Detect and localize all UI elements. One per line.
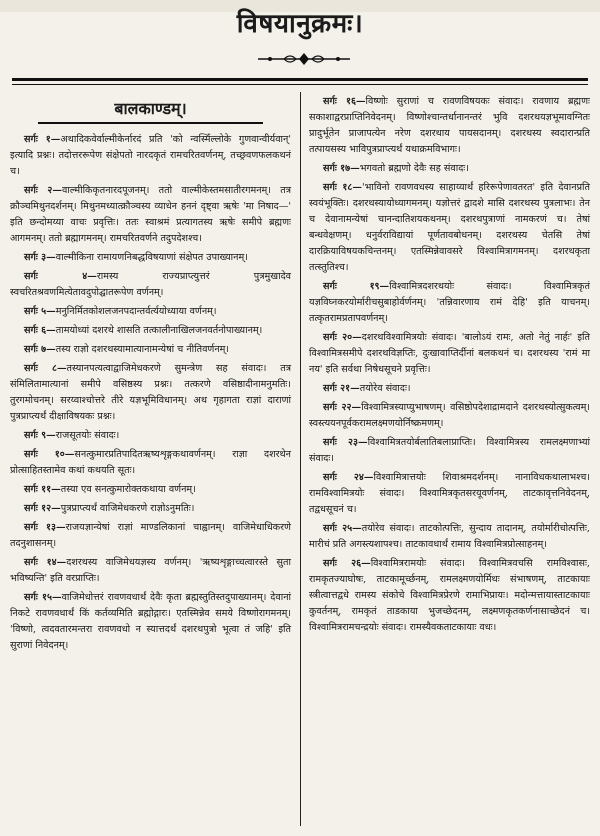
sarga-entry: [10, 183, 291, 247]
sarga-text: विश्वामित्रतयोर्बलातिबलाप्राप्तिः। विश्वामित्रस्य रामलक्ष्मणाभ्यां संवादः।: [309, 437, 590, 464]
sarga-label: सर्गः १४—: [24, 557, 67, 568]
sarga-entry: [309, 556, 590, 636]
sarga-text: अथादिकवेर्वाल्मीकेर्नारदं प्रति 'को न्वस्मिँल्लोके गुणवान्वीर्यवान्' इत्यादि प्रश्नः। तदोत्तररूपेण संक्षेपतो नारदकृतं रामचरितवर्णनम्, तच्छ्रवणफलकथनं च।: [10, 134, 292, 177]
sarga-label: सर्गः २४—: [323, 472, 374, 483]
sarga-entry: [10, 520, 291, 552]
sarga-text: रामस्य राज्यप्राप्त्युत्तरं पुत्रमुखादेव स्वचरितश्रवणमित्येतावदुपोद्घातरूपेण वर्णनम्।: [10, 271, 292, 298]
section-heading: बालकाण्डम्।: [38, 98, 263, 124]
sarga-entry: [10, 323, 291, 339]
sarga-entry: [309, 279, 590, 327]
sarga-entry: [309, 180, 590, 276]
sarga-label: सर्गः २६—: [323, 558, 371, 569]
sarga-label: सर्गः १८—: [323, 182, 362, 193]
sarga-label: सर्गः १३—: [24, 522, 66, 533]
sarga-label: सर्गः ३—: [24, 252, 56, 263]
sarga-label: सर्गः १—: [24, 134, 61, 145]
sarga-entry: [10, 342, 291, 358]
right-entry-list: [309, 94, 590, 636]
sarga-label: सर्गः ११—: [24, 484, 61, 495]
sarga-entry: [10, 501, 291, 517]
sarga-text: तस्य राज्ञो दशरथस्यामात्यानामन्येषां च नीतिवर्णनम्।: [55, 344, 230, 355]
sarga-text: विश्वामित्रस्याप्युभाषणम्। वसिष्ठोपदेशाद्रामदाने दशरथस्योत्सुकत्वम्। स्वस्त्ययनपूर्वकरामलक्ष्मणयोर्निष्क्रमणम्।: [309, 402, 590, 429]
sarga-text: दशरथस्य वाजिमेधयज्ञस्य वर्णनम्। 'ऋष्यशृङ्गाच्चत्वारस्ते सुता भविष्यन्ति' इति वरप्राप्तिः।: [10, 557, 291, 584]
sarga-text: मनुनिर्मितकोशलजनपदान्तर्वर्त्ययोध्याया वर्णनम्।: [55, 306, 217, 317]
sarga-text: वाल्मीकिना रामायणनिबद्धविषयाणां संक्षेपत उपाख्यानम्।: [55, 252, 248, 263]
sarga-entry: [10, 555, 291, 587]
sarga-text: तयोरेव संवादः।: [359, 383, 411, 394]
sarga-label: सर्गः २०—: [323, 332, 362, 343]
sarga-text: विश्वामित्रदशरथयोः संवादः। विश्वामित्रकृतं यज्ञविघ्नकरयोर्मारीचसुबाहोर्वर्णनम्। 'तन्निवारणाय रामं देहि' इति याचनम्। तत्कृतरामप्रतापवर्णनम्।: [309, 281, 590, 324]
sarga-text: तस्यानपत्यत्वाद्वाजिमेधकरणे सुमन्त्रेण सह संवादः। तत्र संमिलितामात्यानां समीपे वसिष्ठस्य प्रश्नः। तत्करणे वसिष्ठादीनामनुमतिः। तुरगमोचनम्। सरय्वाश्चोत्तरे तीरे यज्ञभूमिविधानम्। अथ गृहागता राज्ञां दाराणां पुत्रप्राप्त्यर्थं दीक्षाविषयकः प्रश्नः।: [10, 363, 291, 422]
sarga-text: वाल्मीकिकृतनारदपूजनम्। ततो वाल्मीकेस्तमसातीरगमनम्। तत्र क्रौञ्चमिथुनदर्शनम्। मिथुनमध्यात्क्रौञ्चस्य व्याधेन हननं दृष्ट्वा ऋषेः 'मा निषाद—' इति छन्दोमय्या वाचः प्रवृत्तिः। ततः स्वाश्रमं प्रत्यागतस्य ऋषेः समीपे ब्रह्मणः आगमनम्। ततो ब्रह्मागमनम्। रामचरितवर्णने तदुपदेशश्च।: [10, 185, 291, 244]
sarga-text: 'भाविनो रावणवधस्य साहाय्यार्थं हरिरूपेणावतरत' इति देवानप्रति स्वयंभूक्तिः। दशरथस्यायोध्यागमनम्। यज्ञोत्तरं द्वादशे मासि दशरथस्य पुत्रलाभः। तेन च देवानामन्येषां चानन्दातिशयकथनम्। दशरथपुत्राणां नामकरणं च। तेषां बन्धवेक्षणम्। धनुर्वराविद्यायां पूर्णतावबोधनम्। दशरथस्य चेतसि तेषां दारक्रियाविषयकचिन्तनम्। एतस्मिन्नेवावसरे विश्वामित्रागमनम्। दशरथकृता तत्स्तुतिश्च।: [309, 182, 590, 273]
sarga-entry: [309, 94, 590, 158]
sarga-text: तयोरेव संवादः। ताटकोत्पत्तिः, सुन्दाय तादानम्, तयोर्मारीचोत्पत्तिः, मारीचं प्रति अगस्त्यशापश्च। ताटकावधार्थं रामाय विश्वामित्रप्रोत्साहनम्।: [309, 523, 590, 550]
sarga-entry: [10, 304, 291, 320]
sarga-entry: [309, 521, 590, 553]
sarga-text: राजयज्ञान्येषां राज्ञां माण्डलिकानां चाह्वानम्। वाजिमेधाधिकरणे तदनुशासनम्।: [10, 522, 291, 549]
sarga-text: दशरथविश्वामित्रयोः संवादः। 'बालोऽयं रामः, अतो नेतुं नार्हः' इति विश्वामित्रसमीपे दशरथविज्ञप्तिः, दुःखावाप्तिर्दीनां बलकथनं च। दशरथस्य 'रामं मा नय' इति सर्वथा निषेधसूचने प्रवृत्तिः।: [309, 332, 590, 375]
sarga-entry: [309, 161, 590, 177]
sarga-label: सर्गः १२—: [24, 503, 61, 514]
sarga-text: तामयोध्यां दशरथे शासति तत्कालीनाखिलजनवर्तनोपाख्यानम्।: [55, 325, 263, 336]
sarga-text: विष्णोः सुराणां च रावणविषयकः संवादः। रावणाय ब्रह्मणः सकाशाद्वरप्राप्तिनिवेदनम्। विष्णोश्चान्तर्धानानन्तरं भुवि दशरथयज्ञभूमावग्नितः प्रादुर्भूतेन प्राजापत्येन नरेण दशरथाय पायसदानम्। दशरथस्य स्वदारान्प्रति तत्पायसस्य भाविपुत्रप्राप्त्यर्थं यथाक्रमविभागः।: [309, 96, 590, 155]
sarga-entry: [309, 470, 590, 518]
sarga-text: तस्या एव सनत्कुमारोक्तकथाया वर्णनम्।: [60, 484, 196, 495]
sarga-label: सर्गः १५—: [24, 592, 62, 603]
sarga-entry: [10, 250, 291, 266]
sarga-text: विश्वामित्रात्तयोः शिवाश्रमदर्शनम्। नानाविधकथालाभश्च। रामविश्वामित्रयोः संवादः। विश्वामित्रकृतसरयूवर्णनम्, ताटकावृत्तनिवेदनम्, तद्वधसूचनं च।: [309, 472, 590, 515]
sarga-text: सनत्कुमारप्रतिपादितऋष्यशृङ्गकथावर्णनम्। राज्ञा दशरथेन प्रोत्साहितस्तामेव कथां कथयति सूतः।: [10, 449, 291, 476]
sarga-label: सर्गः २५—: [323, 523, 362, 534]
sarga-label: सर्गः २१—: [323, 383, 360, 394]
sarga-label: सर्गः १९—: [323, 281, 390, 292]
sarga-label: सर्गः २२—: [323, 402, 362, 413]
sarga-label: सर्गः ५—: [24, 306, 56, 317]
sarga-label: सर्गः ४—: [24, 271, 97, 282]
sarga-label: सर्गः १६—: [323, 96, 366, 107]
top-rule: [12, 78, 588, 81]
sarga-entry: [10, 132, 291, 180]
divider-ornament: [256, 52, 352, 66]
sarga-entry: [10, 361, 291, 425]
left-column: [10, 94, 291, 657]
sarga-text: पुत्रप्राप्त्यर्थं वाजिमेधकरणे राज्ञोऽनुमतिः।: [60, 503, 195, 514]
sarga-entry: [309, 435, 590, 467]
sarga-label: सर्गः २—: [24, 185, 63, 196]
top-rule-thin: [12, 84, 588, 85]
sarga-entry: [10, 447, 291, 479]
sarga-entry: [309, 381, 590, 397]
sarga-label: सर्गः ८—: [24, 363, 67, 374]
left-entry-list: [10, 132, 291, 654]
sarga-label: सर्गः २३—: [323, 437, 368, 448]
sarga-label: सर्गः ७—: [24, 344, 56, 355]
sarga-label: सर्गः ६—: [24, 325, 56, 336]
sarga-entry: [10, 428, 291, 444]
sarga-entry: [10, 269, 291, 301]
sarga-entry: [309, 400, 590, 432]
sarga-text: भगवतो ब्रह्मणो देवैः सह संवादः।: [359, 163, 469, 174]
right-column: [309, 94, 590, 639]
sarga-label: सर्गः ९—: [24, 430, 56, 441]
sarga-entry: [309, 330, 590, 378]
page-title: विषयानुक्रमः।: [236, 9, 364, 39]
sarga-label: सर्गः १०—: [24, 449, 75, 460]
sarga-label: सर्गः १७—: [323, 163, 360, 174]
sarga-entry: [10, 482, 291, 498]
sarga-text: राजसूतयोः संवादः।: [55, 430, 120, 441]
sarga-text: विश्वामित्ररामयोः संवादः। विश्वामित्रवचसि रामविश्वासः, रामकृतज्याघोषः, ताटकामूर्च्छनम्, रामलक्ष्मणयोर्मिथः संभाषणम्, ताटकायाः स्त्रीत्वात्तद्वधे रामस्य संकोचे विश्वामित्रप्रेरणे रामाभिप्रायः। मदोन्मत्तायास्ताटकायाः कुवर्तनम्, रामकृतं ताडकाया भुजच्छेदनम्, लक्ष्मणकृतकर्णनासाच्छेदनं च। विश्वामित्ररामचन्द्रयोः संवादः। रामस्यैवकताटकायाः वधः।: [309, 558, 590, 633]
sarga-text: वाजिमेधोत्तरं रावणवधार्थं देवैः कृता ब्रह्मस्तुतिस्तदुपाख्यानम्। देवानां निकटे रावणवधार्थं किं कर्तव्यमिति ब्रह्मोद्गारः। एतस्मिन्नेव समये विष्णोरागमनम्। 'विष्णो, त्वदवतारमन्तरा रावणवधो न स्यात्तदर्थं दशरथपुत्रो भूत्वा तं जहि' इति सुराणां निवेदनम्।: [10, 592, 291, 651]
sarga-entry: [10, 590, 291, 654]
column-separator: [300, 92, 301, 826]
